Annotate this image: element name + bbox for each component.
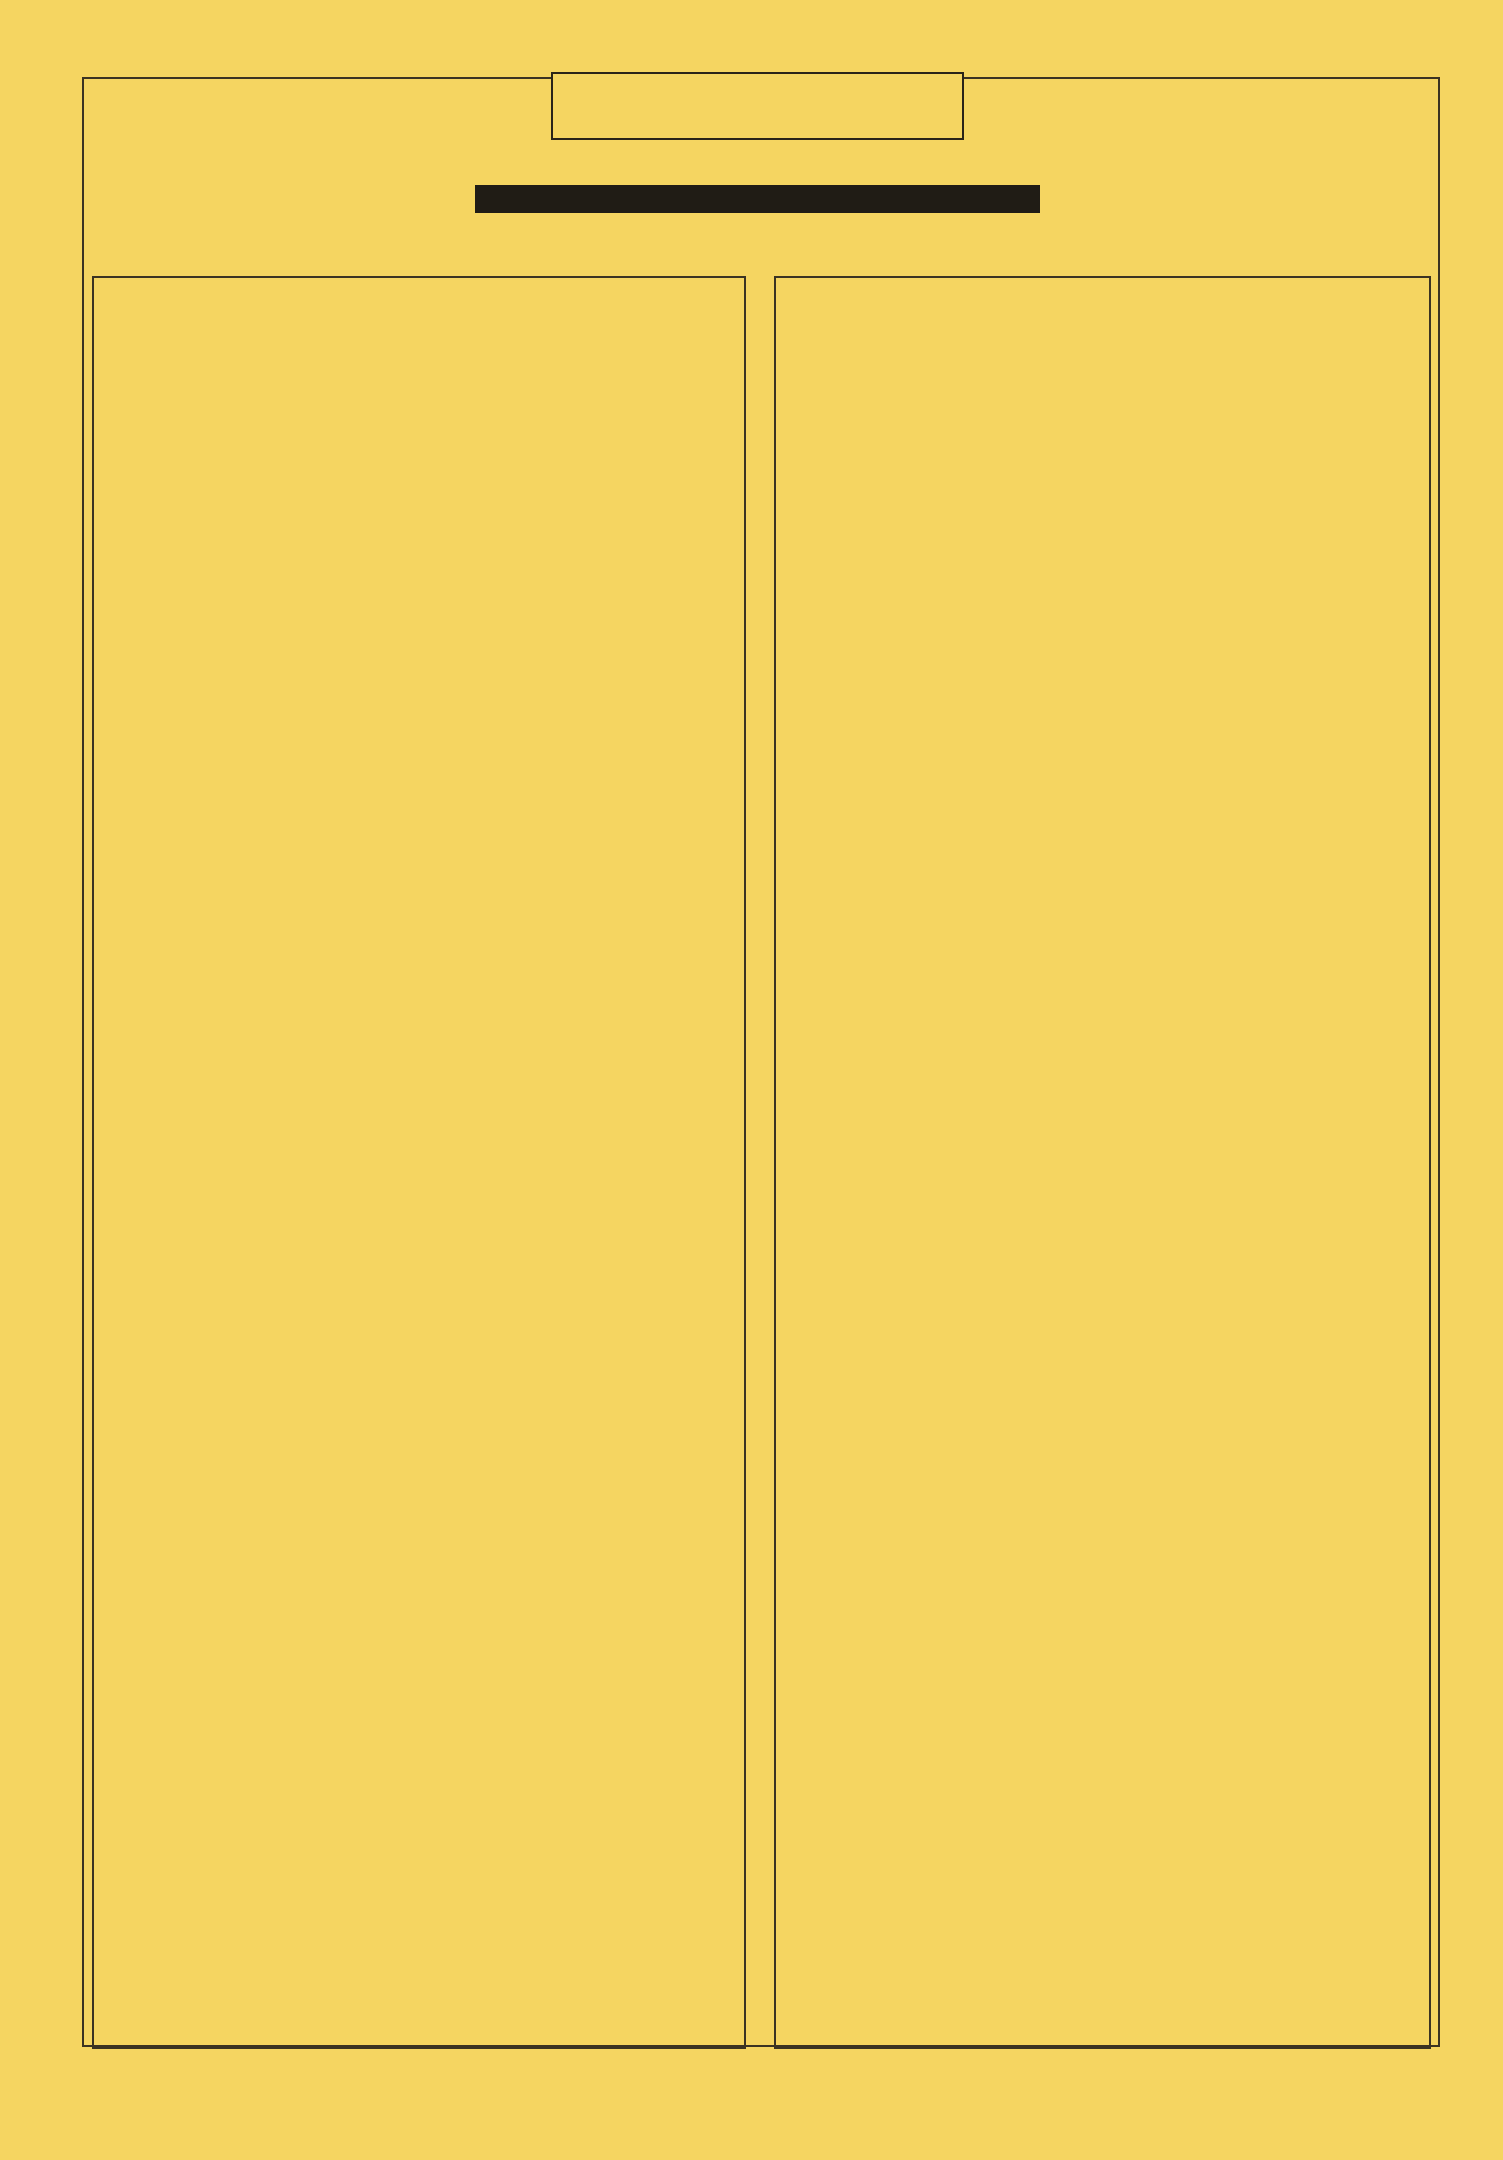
masthead: [551, 72, 964, 140]
panel-header-left: [108, 286, 120, 320]
header-rule-bar: [475, 185, 1040, 213]
column-subtitle: [470, 141, 1040, 185]
continued-label-right: [1405, 2011, 1415, 2041]
listing-panel-right: [774, 276, 1431, 2049]
listing-panel-left: [92, 276, 746, 2049]
continued-label-left: [720, 2011, 730, 2041]
panel-header-right: [790, 286, 802, 320]
